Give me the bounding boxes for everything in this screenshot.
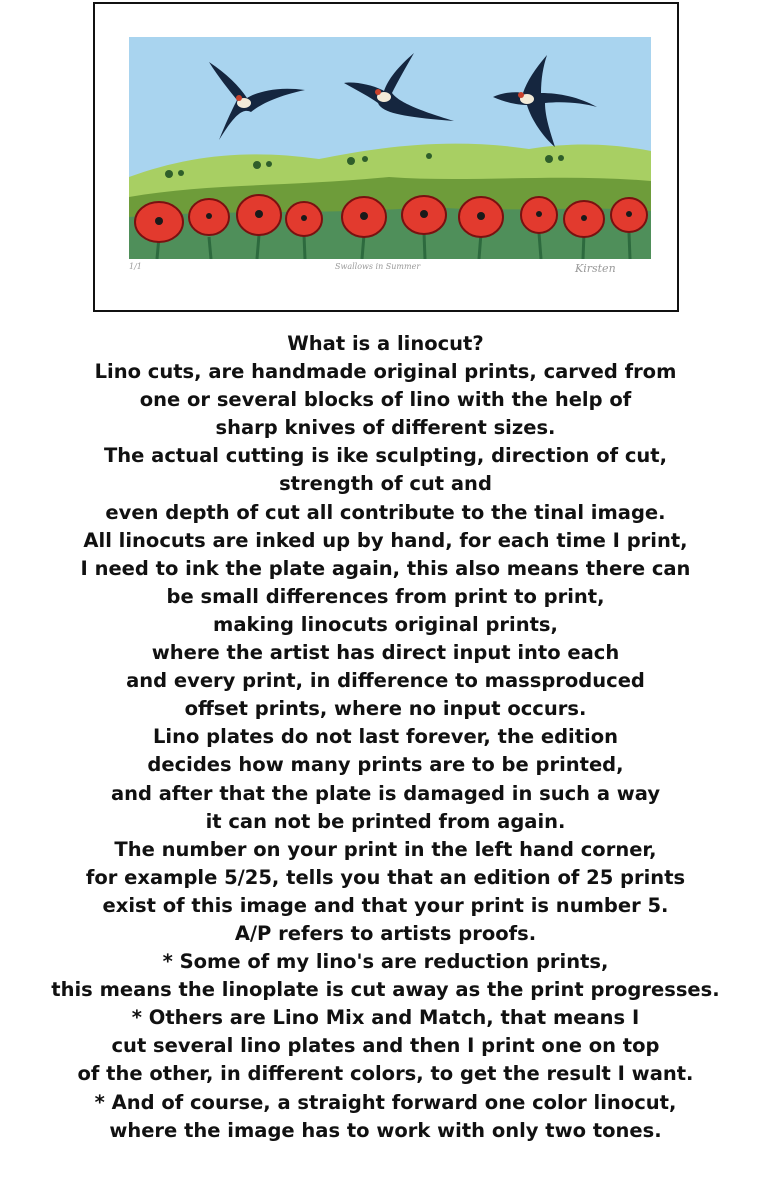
description-line: one or several blocks of lino with the help of (139, 388, 632, 412)
swallows-poppies-print (129, 37, 651, 259)
description-line: where the image has to work with only two tones. (109, 1118, 662, 1142)
artwork-frame (93, 2, 679, 312)
description-line: of the other, in different colors, to get the result I want. (77, 1062, 694, 1086)
description-line: All linocuts are inked up by hand, for each time I print, (83, 528, 688, 552)
print-title: Swallows in Summer (335, 262, 421, 271)
description-line: and every print, in difference to massproduced (126, 669, 645, 693)
description-line: I need to ink the plate again, this also means there can (80, 556, 691, 580)
description-line: making linocuts original prints, (213, 612, 558, 636)
description-line: even depth of cut all contribute to the tinal image. (105, 500, 666, 524)
description-line: exist of this image and that your print is number 5. (102, 893, 669, 917)
description-line: Lino cuts, are handmade original prints, carved from (94, 360, 677, 384)
description-line: for example 5/25, tells you that an edition of 25 prints (85, 865, 686, 889)
description-line: * Others are Lino Mix and Match, that means I (131, 1006, 640, 1030)
description-line: cut several lino plates and then I print one on top (111, 1034, 660, 1058)
description-line: offset prints, where no input occurs. (184, 697, 587, 721)
description-line: strength of cut and (279, 472, 492, 496)
description-heading: What is a linocut? (287, 332, 484, 355)
linocut-artwork (129, 37, 651, 259)
description-line: decides how many prints are to be printed, (147, 753, 624, 777)
description-line: A/P refers to artists proofs. (234, 921, 537, 945)
description-line: * And of course, a straight forward one color linocut, (94, 1090, 677, 1114)
description-line: this means the linoplate is cut away as the print progresses. (51, 978, 720, 1002)
description-line: The actual cutting is ike sculpting, direction of cut, (103, 444, 668, 468)
linocut-description (0, 330, 771, 1145)
description-line: be small differences from print to print, (166, 584, 605, 608)
artist-signature: Kirsten (575, 262, 616, 275)
description-line: and after that the plate is damaged in such a way (110, 781, 661, 805)
description-line: * Some of my lino's are reduction prints, (162, 950, 609, 974)
edition-number: 1/1 (129, 262, 142, 271)
description-line: Lino plates do not last forever, the edition (153, 725, 618, 749)
description-line: where the artist has direct input into each (151, 641, 620, 665)
description-line: it can not be printed from again. (205, 809, 566, 833)
description-line: sharp knives of different sizes. (215, 416, 556, 440)
description-line: The number on your print in the left hand corner, (114, 837, 657, 861)
